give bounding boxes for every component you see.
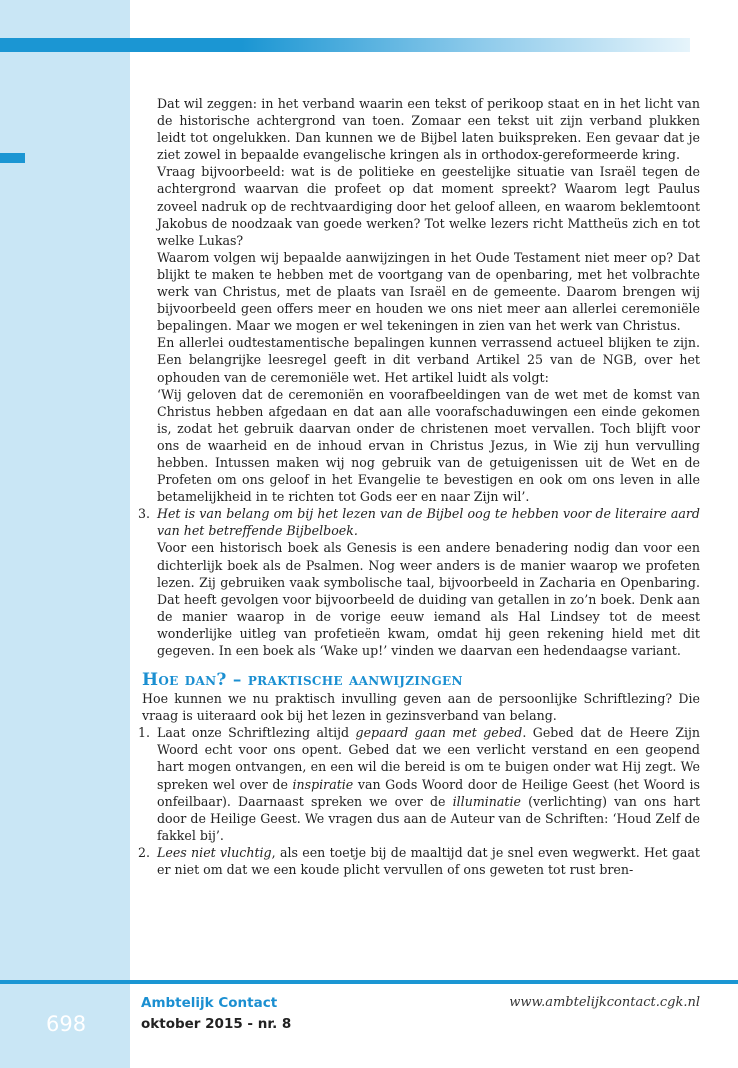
publication-name: Ambtelijk Contact	[141, 995, 278, 1011]
emphasis: Lees niet vluchtig	[157, 844, 272, 860]
paragraph: Dat wil zeggen: in het verband waarin een tekst of perikoop staat en in het licht van de historische achtergrond van toen. Zomaar een tekst uit zijn verband plukken leidt tot ongelukken. Dan kunnen we de Bijbel laten buikspreken. Een gevaar dat je ziet zowel in bepaalde evangelische kringen als in orthodox-gereformeerde kring.	[157, 96, 700, 163]
header-gradient-bar	[0, 38, 690, 52]
paragraph: Waarom volgen wij bepaalde aanwijzingen in het Oude Testament niet meer op? Dat blijkt te maken te hebben met de voortgang van de openbaring, met het volbrachte werk van Christus, met de plaats van Israël en de gemeente. Daarom brengen wij bijvoorbeeld geen offers meer en houden we ons niet meer aan allerlei ceremoniële bepalingen. Maar we mogen er wel tekeningen in zien van het werk van Christus.	[157, 249, 700, 334]
emphasis: gepaard gaan met gebed	[355, 725, 523, 741]
text-run: , als een toetje bij de maaltijd dat je snel even wegwerkt. Het gaat er niet om dat we een koude plicht vervullen of ons geweten tot rust bren-	[157, 844, 700, 878]
emphasis: inspiratie	[292, 776, 354, 792]
section-heading: Hoe dan? – praktische aanwijzingen	[142, 670, 463, 691]
text-run: van Gods Woord door de Heilige Geest (het Woord is onfeilbaar). Daarnaast spreken we over de	[157, 776, 700, 809]
list-number: 3.	[138, 506, 151, 522]
section-intro: Hoe kunnen we nu praktisch invulling geven aan de persoonlijke Schriftlezing? Die vraag is uiteraard ook bij het lezen in gezinsverband van belang.	[142, 691, 700, 724]
list-item-2	[138, 844, 700, 878]
list-item-1	[138, 724, 701, 844]
text-run: Laat onze Schriftlezing altijd	[157, 725, 356, 741]
list-number: 1.	[138, 725, 151, 741]
paragraph: Vraag bijvoorbeeld: wat is de politieke en geestelijke situatie van Israël tegen de achtergrond waarvan die profeet op dat moment spreekt? Waarom legt Paulus zoveel nadruk op de rechtvaardiging door het geloof alleen, en waarom beklemtoont Jakobus de noodzaak van goede werken? Tot welke lezers richt Mattheüs zich en tot welke Lukas?	[157, 164, 700, 248]
article-body	[138, 95, 701, 878]
list-item-text	[157, 724, 700, 844]
text-run: . Gebed dat de Heere Zijn Woord echt voor ons opent. Gebed dat we een verlicht verstand en een geopend hart mogen ontvangen, en een wil die bereid is om te buigen onder wat Hij zegt. We spreken wel over de	[157, 725, 700, 792]
paragraph: En allerlei oudtestamentische bepalingen kunnen verrassend actueel blijken te zijn. Een belangrijke leesregel geeft in dit verband Artikel 25 van de NGB, over het ophouden van de ceremoniële wet. Het artikel luidt als volgt:	[157, 335, 700, 385]
page-number: 698	[46, 1012, 87, 1036]
publication-issue: oktober 2015 - nr. 8	[141, 1016, 292, 1032]
list-number: 2.	[138, 844, 151, 860]
paragraph: Voor een historisch boek als Genesis is een andere benadering nodig dan voor een dichterlijk boek als de Psalmen. Nog weer anders is de manier waarop we profeten lezen. Zij gebruiken vaak symbolische taal, bijvoorbeeld in Zacharia en Openbaring. Dat heeft gevolgen voor bijvoorbeeld de duiding van getallen in zo’n boek. Denk aan de manier waarop in de vorige eeuw iemand als Hal Lindsey tot de meest wonderlijke uitleg van profetieën kwam, omdat hij geen rekening hield met dit gegeven. In een boek als ‘Wake up!’ vinden we daarvan een hedendaagse variant.	[157, 540, 700, 658]
side-marker	[0, 153, 25, 163]
quote-paragraph: ‘Wij geloven dat de ceremoniën en voorafbeeldingen van de wet met de komst van Christus hebben afgedaan en dat aan alle voorafschaduwingen een einde gekomen is, zodat het gebruik daarvan onder de christenen moet vervallen. Toch blijft voor ons de waarheid en de inhoud ervan in Christus Jezus, in Wie zij hun vervulling hebben. Intussen maken wij nog gebruik van de getuigenissen uit de Wet en de Profeten om ons geloof in het Evangelie te bevestigen en ook om ons leven in alle betamelijkheid in te richten tot Gods eer en naar Zijn wil’.	[157, 386, 700, 505]
emphasis: illuminatie	[452, 793, 521, 809]
website-url[interactable]: www.ambtelijkcontact.cgk.nl	[509, 995, 700, 1010]
text-run: (verlichting) van ons hart door de Heilige Geest. We vragen dus aan de Auteur van de Schriften: ‘Houd Zelf de fakkel bij’.	[157, 793, 701, 843]
list-item-text	[157, 844, 700, 878]
list-item-title: Het is van belang om bij het lezen van de Bijbel oog te hebben voor de literaire aard van het betreffende Bijbelboek.	[157, 506, 700, 539]
list-item-3	[138, 505, 700, 539]
